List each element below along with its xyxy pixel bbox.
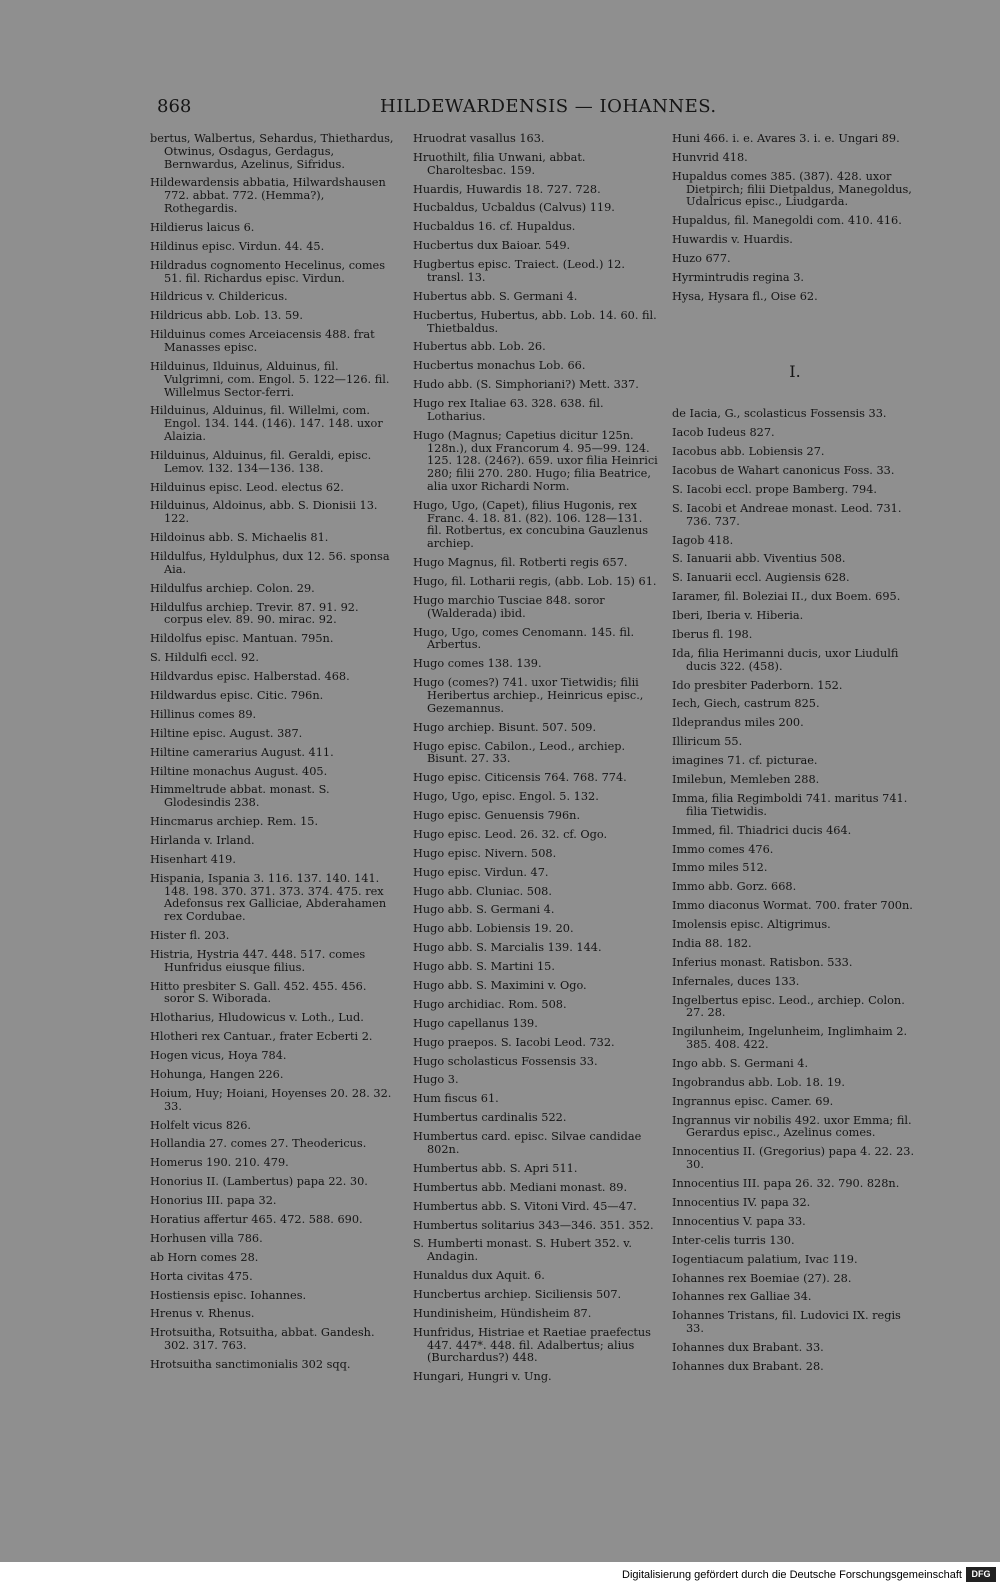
index-entry: Ingrannus episc. Camer. 69. [672,1094,834,1108]
index-entry: Ingo abb. S. Germani 4. [672,1057,809,1071]
index-entry: Hucbertus monachus Lob. 66. [413,359,586,373]
index-entry: Iacobus de Wahart canonicus Foss. 33. [672,464,895,478]
index-entry: Ido presbiter Paderborn. 152. [672,678,843,692]
index-entry: Hugo abb. S. Martini 15. [413,960,555,974]
index-entry: Hildolfus episc. Mantuan. 795n. [150,632,334,646]
index-entry: Hister fl. 203. [150,929,230,943]
index-entry: Hugo abb. S. Germani 4. [413,903,555,917]
index-entry: Hilduinus episc. Leod. electus 62. [150,480,344,494]
index-entry: Hohunga, Hangen 226. [150,1068,284,1081]
index-entry: Ingobrandus abb. Lob. 18. 19. [672,1075,845,1089]
index-entry: Iogentiacum palatium, Ivac 119. [672,1252,858,1266]
index-entry: Hildewardensis abbatia, Hilwardshausen 772. abbat. 772. (Hemma?), Rothegardis. [150,176,386,216]
index-entry: Hucbertus, Hubertus, abb. Lob. 14. 60. fil. Thietbaldus. [413,308,657,335]
index-entry: Hugo abb. Cluniac. 508. [413,884,552,898]
index-entry: Humbertus card. episc. Silvae candidae 802n. [413,1130,642,1156]
index-entry: Iagob 418. [672,533,734,547]
index-entry: Hugo archidiac. Rom. 508. [413,997,567,1011]
index-entry: Iohannes dux Brabant. 28. [672,1359,824,1373]
index-entry: Holfelt vicus 826. [150,1118,252,1132]
index-entry: Hildricus abb. Lob. 13. 59. [150,309,303,323]
index-entry: Immo abb. Gorz. 668. [672,880,797,894]
index-entry: Hugo Magnus, fil. Rotberti regis 657. [413,556,628,570]
index-entry: Infernales, duces 133. [672,974,800,988]
index-entry: Huzo 677. [672,252,731,266]
index-entry: Hugo episc. Virdun. 47. [413,865,549,879]
index-entry: Iaramer, fil. Boleziai II., dux Boem. 695. [672,590,901,604]
index-entry: India 88. 182. [672,936,752,950]
index-entry: Hugo, Ugo, (Capet), filius Hugonis, rex Franc. 4. 18. 81. (82). 106. 128—131. fil. Rotbertus, ex concubina Gauzlenus archiep. [413,498,649,551]
index-entry: Hruodrat vasallus 163. [413,132,545,145]
index-entry: Hugo 3. [413,1073,459,1087]
index-entry: Humbertus abb. Mediani monast. 89. [413,1180,628,1194]
index-entry: Innocentius V. papa 33. [672,1214,806,1228]
section-heading-i: I. [789,361,801,381]
index-entry: Hoium, Huy; Hoiani, Hoyenses 20. 28. 32. 33. [150,1086,392,1113]
index-entry: Hildulfus archiep. Trevir. 87. 91. 92. corpus elev. 89. 90. mirac. 92. [150,600,359,627]
index-entry: Hitto presbiter S. Gall. 452. 455. 456. soror S. Wiborada. [150,979,367,1006]
index-entry: Huni 466. i. e. Avares 3. i. e. Ungari 89. [672,132,900,145]
index-entry: Hollandia 27. comes 27. Theodericus. [150,1137,367,1151]
index-entry: Hugo episc. Citicensis 764. 768. 774. [413,771,627,785]
index-entry: Iohannes rex Galliae 34. [672,1290,812,1304]
index-entry: Innocentius IV. papa 32. [672,1195,811,1209]
index-entry: Horta civitas 475. [150,1269,253,1283]
index-entry: Homerus 190. 210. 479. [150,1156,289,1170]
index-entry: Innocentius III. papa 26. 32. 790. 828n. [672,1177,900,1191]
index-entry: Inter-celis turris 130. [672,1233,795,1247]
index-entry: Hlotheri rex Cantuar., frater Ecberti 2. [150,1030,373,1044]
index-entry: Humbertus abb. S. Vitoni Vird. 45—47. [413,1199,637,1213]
index-entry: Hildierus laicus 6. [150,220,255,234]
index-entry: bertus, Walbertus, Sehardus, Thiethardus, Otwinus, Osdagus, Gerdagus, Bernwardus, Azelinus, Sifridus. [150,132,394,171]
index-entry: S. Humberti monast. S. Hubert 352. v. Andagin. [413,1237,632,1264]
index-entry: Huardis, Huwardis 18. 727. 728. [413,182,601,196]
index-entry: Hunaldus dux Aquit. 6. [413,1269,545,1283]
index-entry: Hugo abb. S. Maximini v. Ogo. [413,979,587,993]
index-entry: Hugo capellanus 139. [413,1016,538,1030]
index-entry: Hugo, Ugo, comes Cenomann. 145. fil. Arbertus. [413,625,635,652]
index-entry: Hruothilt, filia Unwani, abbat. Charoltesbac. 159. [413,150,586,177]
index-entry: Hucbaldus 16. cf. Hupaldus. [413,220,576,234]
index-entry: Humbertus cardinalis 522. [413,1111,567,1125]
index-entry: S. Iacobi eccl. prope Bamberg. 794. [672,482,877,496]
page-number: 868 [157,96,192,117]
funding-note: Digitalisierung gefördert durch die Deutsche Forschungsgemeinschaft [622,1569,962,1581]
index-entry: Iohannes dux Brabant. 33. [672,1340,824,1354]
index-entry: Iberus fl. 198. [672,628,753,642]
index-entry: de Iacia, G., scolasticus Fossensis 33. [672,407,887,421]
index-entry: Huwardis v. Huardis. [672,233,793,247]
index-entry: Hrenus v. Rhenus. [150,1307,255,1321]
index-entry: Hupaldus comes 385. (387). 428. uxor Dietpirch; filii Dietpaldus, Manegoldus, Udalricus episc., Liudgarda. [672,169,912,209]
index-entry: Hildvardus episc. Halberstad. 468. [150,670,350,684]
index-entry: Imolensis episc. Altigrimus. [672,918,831,932]
index-entry: Hugo abb. Lobiensis 19. 20. [413,922,574,936]
index-entry: Hilduinus, Ilduinus, Alduinus, fil. Vulgrimni, com. Engol. 5. 122—126. fil. Willelmus Sector-ferri. [150,359,390,399]
index-entry: Hlotharius, Hludowicus v. Loth., Lud. [150,1011,364,1025]
index-entry: Huncbertus archiep. Siciliensis 507. [413,1287,622,1301]
index-entry: Iohannes rex Boemiae (27). 28. [672,1271,852,1285]
dfg-logo: DFG [966,1567,996,1582]
index-column-1 [150,133,398,1378]
index-entry: Ildeprandus miles 200. [672,716,804,730]
index-entry: Iacob Iudeus 827. [672,426,775,440]
index-entry: Hisenhart 419. [150,852,236,866]
index-entry: Hugo comes 138. 139. [413,657,542,671]
footer-bar [0,1562,1000,1588]
index-entry: Hilduinus, Aldoinus, abb. S. Dionisii 13. 122. [150,499,378,526]
index-entry: Hilduinus comes Arceiacensis 488. frat Manasses episc. [150,328,375,355]
index-entry: Hugo episc. Nivern. 508. [413,846,557,860]
index-entry: Hugo praepos. S. Iacobi Leod. 732. [413,1035,615,1049]
index-entry: Hucbaldus, Ucbaldus (Calvus) 119. [413,201,615,215]
index-entry: Hildoinus abb. S. Michaelis 81. [150,531,329,545]
index-entry: Hugo, Ugo, episc. Engol. 5. 132. [413,790,599,804]
index-entry: Imilebun, Memleben 288. [672,773,820,787]
index-entry: Hundinisheim, Hündisheim 87. [413,1306,592,1320]
index-entry: Hugo episc. Genuensis 796n. [413,809,581,823]
index-entry: Ingrannus vir nobilis 492. uxor Emma; fil. Gerardus episc., Azelinus comes. [672,1113,912,1140]
index-entry: Immo diaconus Wormat. 700. frater 700n. [672,899,913,913]
index-entry: Hugo marchio Tusciae 848. soror (Walderada) ibid. [413,593,605,620]
index-entry: Hugo (Magnus; Capetius dicitur 125n. 128n.), dux Francorum 4. 95—99. 124. 125. 128. (246?). 659. uxor filia Heinrici 280; filii 270. 280. Hugo; filia Beatrice, alia uxor Richardi Norm. [413,428,658,493]
index-entry: Hugo rex Italiae 63. 328. 638. fil. Lotharius. [413,397,604,423]
index-entry: Illiricum 55. [672,735,743,749]
index-entry: Iohannes Tristans, fil. Ludovici IX. regis 33. [672,1309,901,1336]
index-entry: Hucbertus dux Baioar. 549. [413,239,571,253]
index-entry: Ingelbertus episc. Leod., archiep. Colon. 27. 28. [672,993,905,1020]
index-entry: imagines 71. cf. picturae. [672,754,818,768]
index-entry: Iech, Giech, castrum 825. [672,697,820,711]
index-entry: Hildinus episc. Virdun. 44. 45. [150,239,325,253]
index-entry: Hyrmintrudis regina 3. [672,270,804,284]
index-entry: Hrotsuitha sanctimonialis 302 sqq. [150,1358,351,1372]
index-entry: Horhusen villa 786. [150,1231,263,1245]
running-head: HILDEWARDENSIS — IOHANNES. [380,96,717,117]
index-entry: Hungari, Hungri v. Ung. [413,1370,552,1384]
index-entry: Hiltine monachus August. 405. [150,764,328,778]
index-entry: Hincmarus archiep. Rem. 15. [150,815,319,829]
index-entry: Hilduinus, Alduinus, fil. Willelmi, com. Engol. 134. 144. (146). 147. 148. uxor Alaizia. [150,404,383,443]
index-entry: Hubertus abb. Lob. 26. [413,340,546,354]
index-entry: Hildradus cognomento Hecelinus, comes 51. fil. Richardus episc. Virdun. [150,258,386,285]
index-entry: Histria, Hystria 447. 448. 517. comes Hunfridus eiusque filius. [150,947,366,974]
index-entry: Hrotsuitha, Rotsuitha, abbat. Gandesh. 302. 317. 763. [150,1326,375,1353]
index-entry: Immed, fil. Thiadrici ducis 464. [672,823,852,837]
index-entry: Hildwardus episc. Citic. 796n. [150,688,324,702]
index-entry: Hugbertus episc. Traiect. (Leod.) 12. transl. 13. [413,258,625,284]
index-entry: Hugo (comes?) 741. uxor Tietwidis; filii Heribertus archiep., Heinricus episc., Gezemannus. [413,676,644,715]
index-entry: Hudo abb. (S. Simphoriani?) Mett. 337. [413,378,639,392]
index-entry: Hubertus abb. S. Germani 4. [413,289,578,303]
index-entry: Immo miles 512. [672,861,768,875]
index-entry: Hogen vicus, Hoya 784. [150,1049,287,1063]
index-entry: Hildricus v. Childericus. [150,290,288,304]
index-entry: Hum fiscus 61. [413,1092,499,1106]
index-entry: Hillinus comes 89. [150,707,257,721]
index-entry: Hugo episc. Leod. 26. 32. cf. Ogo. [413,827,608,841]
index-entry: Horatius affertur 465. 472. 588. 690. [150,1213,363,1227]
index-column-2 [413,133,659,1390]
index-entry: Hugo abb. S. Marcialis 139. 144. [413,941,602,955]
index-entry: Ida, filia Herimanni ducis, uxor Liudulfi ducis 322. (458). [672,646,899,673]
index-entry: Hiltine camerarius August. 411. [150,745,334,759]
index-entry: Hysa, Hysara fl., Oise 62. [672,289,818,303]
index-column-3 [672,133,918,1380]
index-entry: Hugo scholasticus Fossensis 33. [413,1054,598,1068]
index-entry: Hirlanda v. Irland. [150,834,255,847]
index-entry: Iberi, Iberia v. Hiberia. [672,609,804,623]
index-entry: Hunfridus, Histriae et Raetiae praefectus 447. 447*. 448. fil. Adalbertus; alius (Burchardus?) 448. [413,1325,651,1365]
index-entry: Hildulfus, Hyldulphus, dux 12. 56. sponsa Aia. [150,550,390,576]
index-entry: Hiltine episc. August. 387. [150,726,303,740]
index-entry: Inferius monast. Ratisbon. 533. [672,955,853,969]
index-entry: Innocentius II. (Gregorius) papa 4. 22. 23. 30. [672,1145,915,1172]
index-entry: Hunvrid 418. [672,150,748,164]
index-entry: Himmeltrude abbat. monast. S. Glodesindis 238. [150,783,330,810]
index-entry: Honorius II. (Lambertus) papa 22. 30. [150,1175,368,1189]
index-entry: Hugo, fil. Lotharii regis, (abb. Lob. 15) 61. [413,575,657,589]
index-entry: S. Ianuarii eccl. Augiensis 628. [672,571,850,585]
index-entry: Hispania, Ispania 3. 116. 137. 140. 141. 148. 198. 370. 371. 373. 374. 475. rex Adefonsus rex Galliciae, Abderahamen rex Cordubae. [150,871,387,924]
index-entry: ab Horn comes 28. [150,1250,259,1264]
index-entry: Hilduinus, Alduinus, fil. Geraldi, episc. Lemov. 132. 134—136. 138. [150,448,372,475]
index-entry: Hugo archiep. Bisunt. 507. 509. [413,720,597,734]
index-entry: Hildulfus archiep. Colon. 29. [150,581,315,595]
index-entry: Immo comes 476. [672,842,774,856]
index-entry: Honorius III. papa 32. [150,1194,277,1208]
index-entry: Iacobus abb. Lobiensis 27. [672,445,825,459]
index-entry: Humbertus abb. S. Apri 511. [413,1161,578,1175]
entry-list-i [672,408,918,1373]
index-entry: Humbertus solitarius 343—346. 351. 352. [413,1218,654,1232]
index-entry: Hugo episc. Cabilon., Leod., archiep. Bisunt. 27. 33. [413,739,626,766]
index-entry: S. Ianuarii abb. Viventius 508. [672,552,846,566]
index-entry: Imma, filia Regimboldi 741. maritus 741. filia Tietwidis. [672,791,908,818]
index-entry: Ingilunheim, Ingelunheim, Inglimhaim 2. 385. 408. 422. [672,1025,908,1052]
index-entry: S. Iacobi et Andreae monast. Leod. 731. 736. 737. [672,501,902,528]
index-entry: S. Hildulfi eccl. 92. [150,651,259,665]
index-entry: Hupaldus, fil. Manegoldi com. 410. 416. [672,214,902,228]
index-entry: Hostiensis episc. Iohannes. [150,1288,307,1302]
entry-list-h [672,133,918,304]
